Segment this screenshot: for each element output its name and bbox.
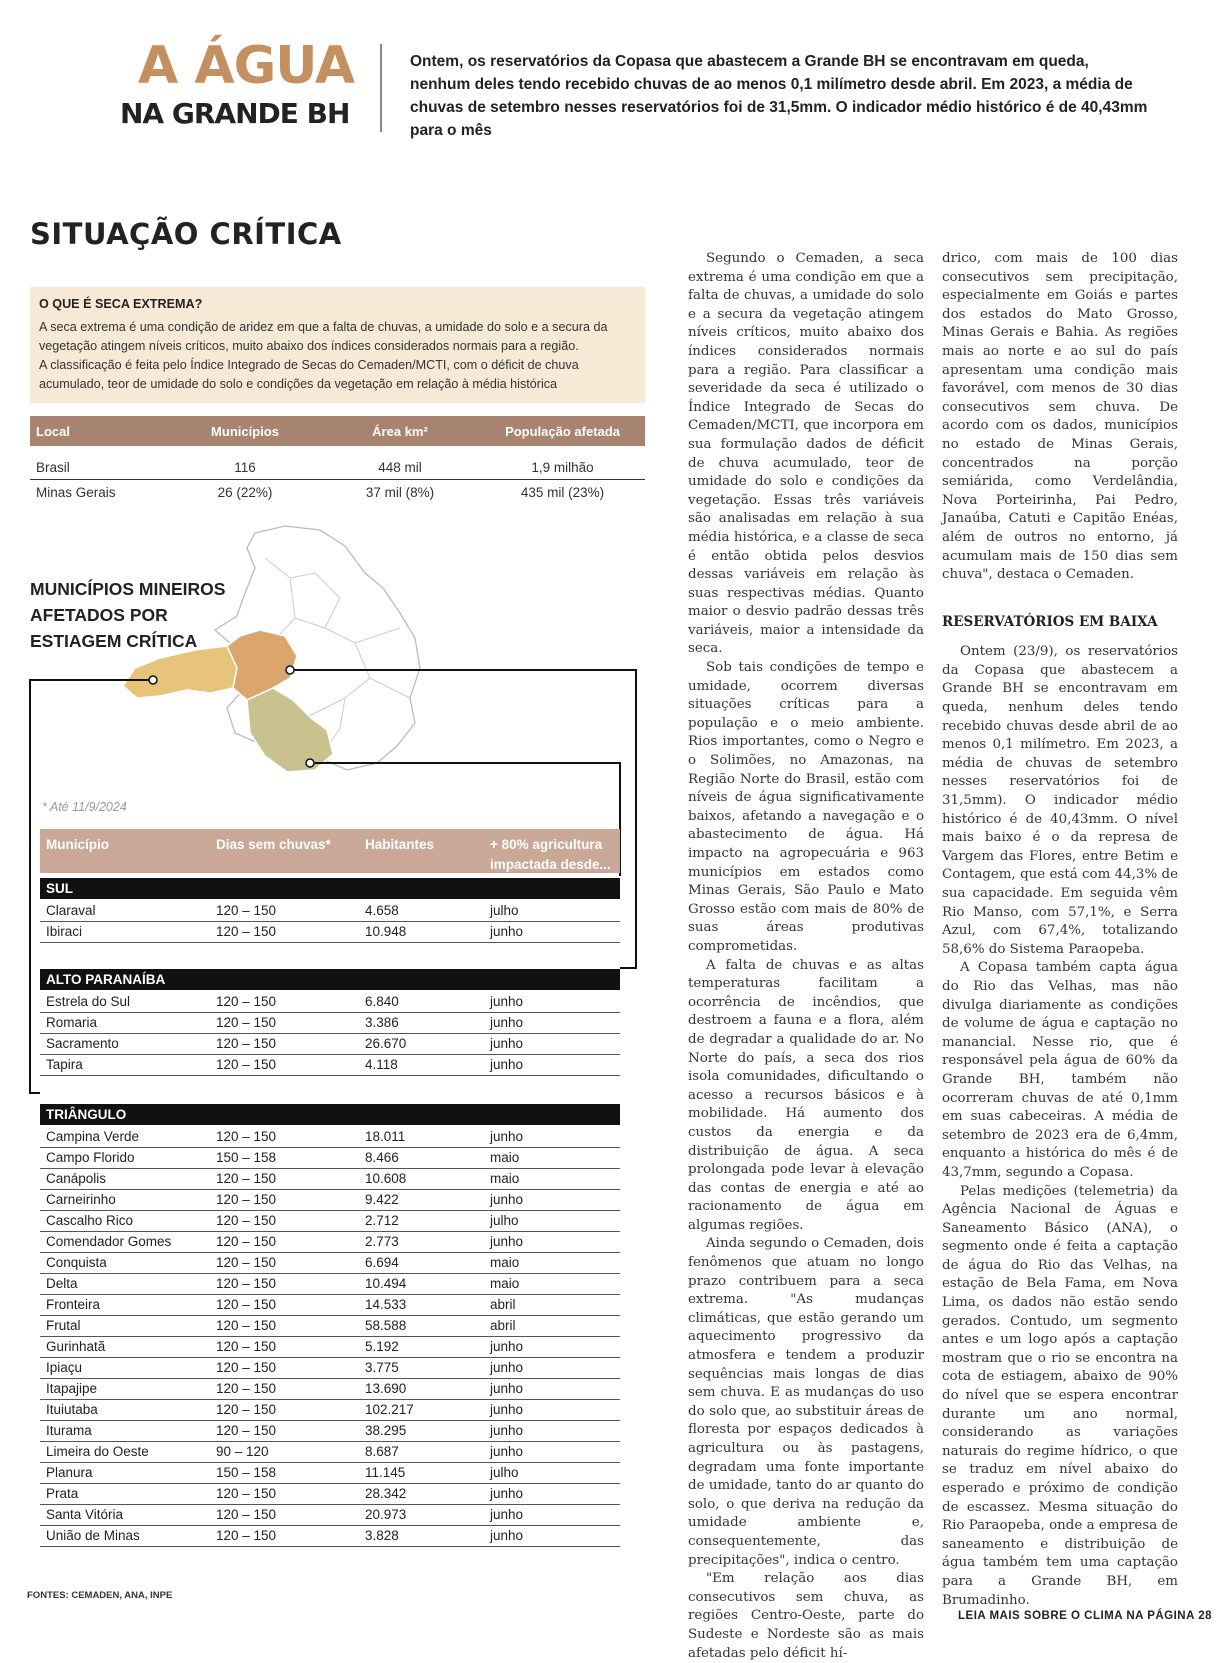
table-cell: abril: [490, 1297, 516, 1312]
region-header: ALTO PARANAÍBA: [40, 969, 620, 990]
table-cell: junho: [490, 1234, 524, 1249]
table-cell: 102.217: [365, 1402, 414, 1417]
table-cell: junho: [490, 1057, 524, 1072]
table-cell: 28.342: [365, 1486, 407, 1501]
table-row: [40, 901, 620, 922]
article-paragraph: Ontem (23/9), os reservatórios da Copasa que abastecem a Grande BH se encontravam em queda, nenhum deles tendo recebido chuvas desde abril de ao menos 0,1 milímetro. Em 2023, a média de chuvas de setembro nesses reservatórios foi de 31,5mm). O indicador médio histórico é de 40,43mm. O nível mais baixo é o da represa de Vargem das Flores, entre Betim e Contagem, que está com 44,3% de sua capacidade. Em seguida vêm Rio Manso, com 57,1%, e Serra Azul, com 67,4%, totalizando 58,6% do Sistema Paraopeba.: [942, 644, 1178, 957]
map-leader-lines: [0, 0, 660, 1130]
table-cell: junho: [490, 1528, 524, 1543]
table-row: [40, 1358, 620, 1379]
article-paragraph: drico, com mais de 100 dias consecutivos sem precipitação, especialmente em Goiás e partes dos estados do Mato Grosso, Minas Gerais e Bahia. As regiões mais ao norte e ao sul do país apresentam uma condição mais favorável, com menos de 30 dias consecutivos sem chuva. De acordo com os dados, municípios no estado de Minas Gerais, concentrados na porção semiárida, como Verdelândia, Nova Porteirinha, Pai Pedro, Janaúba, Catuti e Capitão Enéas, além de outros no entorno, já acumulam mais de 150 dias sem chuva", destaca o Cemaden.: [942, 251, 1178, 583]
article-paragraph: Segundo o Cemaden, a seca extrema é uma condição em que a falta de chuvas, a umidade do solo e a secura da vegetação atingem níveis críticos, muito abaixo dos índices considerados normais para a região. Para classificar a severidade da seca é utilizado o Índice Integrado de Secas do Cemaden/MCTI, que incorpora em sua formulação dados de déficit de chuva acumulado, teor de umidade do solo e condições da vegetação. Essas três variáveis são analisadas em relação à sua média histórica, e a classe de seca é então obtida pelos desvios dessas variáveis em relação às suas respectivas médias. Quanto maior o desvio padrão dessas três variáveis, maior a intensidade da seca.: [688, 251, 924, 657]
table-row: [40, 1190, 620, 1211]
section-title: SITUAÇÃO CRÍTICA: [30, 217, 342, 251]
table-cell: 18.011: [365, 1129, 406, 1144]
table-cell: junho: [490, 1360, 524, 1375]
table-cell: 3.775: [365, 1360, 399, 1375]
table-cell: 120 – 150: [216, 1381, 277, 1396]
article-paragraph: Pelas medições (telemetria) da Agência Nacional de Águas e Saneamento Básico (ANA), o segmento onde é feita a captação de água do Rio das Velhas, na estação de Bela Fama, em Nova Lima, os dados não estão sendo gerados. Contudo, um segmento antes e um logo após a captação mostram que o rio se encontra na cota de estiagem, abaixo de 90% do nível que se espera encontrar durante um ano normal, considerando as variações naturais do regime hídrico, o que se traduz em nível abaixo do esperado e próximo de condição de escassez. Mesma situação do Rio Paraopeba, onde a empresa de saneamento e distribuição de água também tem uma captação para a Grande BH, em Brumadinho.: [942, 1183, 1178, 1608]
table-cell: Santa Vitória: [46, 1507, 124, 1522]
table-row: [40, 1379, 620, 1400]
table-cell: Frutal: [46, 1318, 81, 1333]
table-cell: Prata: [46, 1486, 79, 1501]
table-cell: julho: [490, 903, 519, 918]
table-row: [40, 1337, 620, 1358]
table-cell: Ipiaçu: [46, 1360, 83, 1375]
table-cell: 3.386: [365, 1015, 399, 1030]
table-cell: Iturama: [46, 1423, 92, 1438]
table-cell: Ituiutaba: [46, 1402, 98, 1417]
table-cell: junho: [490, 1486, 524, 1501]
summary-cell: 37 mil (8%): [365, 485, 435, 500]
summary-header-municipios: Municípios: [211, 423, 279, 439]
summary-cell: Minas Gerais: [36, 485, 116, 500]
muni-header-dias: Dias sem chuvas*: [216, 837, 331, 852]
table-cell: junho: [490, 994, 524, 1009]
table-cell: Itapajipe: [46, 1381, 98, 1396]
table-cell: 6.694: [365, 1255, 399, 1270]
muni-header-habitantes: Habitantes: [365, 837, 435, 852]
table-cell: 11.145: [365, 1465, 406, 1480]
table-cell: abril: [490, 1318, 516, 1333]
table-cell: 120 – 150: [216, 1255, 277, 1270]
table-cell: 120 – 150: [216, 1129, 277, 1144]
summary-cell: 435 mil (23%): [520, 485, 605, 500]
table-cell: 10.494: [365, 1276, 407, 1291]
summary-header-local: Local: [36, 423, 70, 439]
table-cell: 120 – 150: [216, 994, 277, 1009]
table-cell: maio: [490, 1171, 520, 1186]
table-cell: 58.588: [365, 1318, 407, 1333]
table-row: [40, 1505, 620, 1526]
table-cell: 120 – 150: [216, 1276, 277, 1291]
article-column-2: [942, 250, 1178, 1610]
table-cell: Estrela do Sul: [46, 994, 131, 1009]
table-row: [40, 1316, 620, 1337]
table-row: [40, 1232, 620, 1253]
region-header: SUL: [40, 878, 620, 899]
table-cell: 150 – 158: [216, 1150, 277, 1165]
table-row: [40, 1055, 620, 1076]
map-title: MUNICÍPIOS MINEIROS AFETADOS POR ESTIAGEM CRÍTICA: [30, 579, 226, 651]
table-cell: Campo Florido: [46, 1150, 135, 1165]
table-cell: junho: [490, 1036, 524, 1051]
table-cell: junho: [490, 1129, 524, 1144]
table-row: [40, 1484, 620, 1505]
table-cell: Fronteira: [46, 1297, 101, 1312]
table-cell: 90 – 120: [216, 1444, 269, 1459]
table-cell: 10.948: [365, 924, 407, 939]
table-cell: Campina Verde: [46, 1129, 140, 1144]
table-cell: julho: [490, 1213, 519, 1228]
table-cell: junho: [490, 1192, 524, 1207]
table-row: [40, 992, 620, 1013]
table-cell: 2.712: [365, 1213, 399, 1228]
table-row: [40, 1013, 620, 1034]
table-row: [40, 1127, 620, 1148]
summary-header-populacao: População afetada: [505, 423, 620, 439]
table-cell: 14.533: [365, 1297, 407, 1312]
table-cell: 9.422: [365, 1192, 399, 1207]
table-cell: 120 – 150: [216, 1015, 277, 1030]
table-cell: 120 – 150: [216, 1234, 277, 1249]
table-cell: junho: [490, 1444, 524, 1459]
table-cell: julho: [490, 1465, 519, 1480]
table-cell: 3.828: [365, 1528, 399, 1543]
table-cell: União de Minas: [46, 1528, 140, 1543]
table-cell: Conquista: [46, 1255, 107, 1270]
table-cell: Limeira do Oeste: [46, 1444, 149, 1459]
table-cell: 20.973: [365, 1507, 407, 1522]
table-cell: Planura: [46, 1465, 93, 1480]
sources: FONTES: CEMADEN, ANA, INPE: [27, 1590, 173, 1601]
table-cell: junho: [490, 1015, 524, 1030]
table-cell: Claraval: [46, 903, 96, 918]
region-header: TRIÂNGULO: [40, 1104, 620, 1125]
read-more-footer: LEIA MAIS SOBRE O CLIMA NA PÁGINA 28: [958, 1610, 1212, 1622]
article-paragraph: Ainda segundo o Cemaden, dois fenômenos que atuam no longo prazo contribuem para a seca extrema. "As mudanças climáticas, que estão gerando um aquecimento progressivo da atmosfera e tendem a produzir sequências mais longas de dias sem chuva. E as mudanças do uso do solo que, ao substituir áreas de floresta por espaços dedicados à agricultura ou às pastagens, degradam uma fonte importante de umidade, tanto do ar quanto do solo, o que deriva na redução da umidade ambiente e, consequentemente, das precipitações", indica o centro.: [688, 1236, 924, 1568]
table-cell: 2.773: [365, 1234, 399, 1249]
table-cell: junho: [490, 1423, 524, 1438]
summary-cell: 1,9 milhão: [531, 459, 594, 475]
table-cell: 26.670: [365, 1036, 407, 1051]
table-cell: junho: [490, 1381, 524, 1396]
table-row: [40, 1274, 620, 1295]
table-row: [40, 1034, 620, 1055]
table-cell: 120 – 150: [216, 1402, 277, 1417]
article-paragraph: A falta de chuvas e as altas temperaturas facilitam a ocorrência de incêndios, que destroem a fauna e a flora, além de degradar a qualidade do ar. No Norte do país, a seca dos rios isola comunidades, dificultando o acesso a recursos básicos e à mobilidade. Há aumento dos custos da energia e da distribuição de água. A seca prolongada pode levar à elevação das contas de energia e até ao racionamento de água em algumas regiões.: [688, 957, 924, 1233]
table-cell: 4.118: [365, 1057, 398, 1072]
table-cell: 120 – 150: [216, 1318, 277, 1333]
article-paragraph: Sob tais condições de tempo e umidade, ocorrem diversas situações críticas para a população e o meio ambiente. Rios importantes, como o Negro e o Solimões, no Amazonas, na Região Norte do Brasil, estão com níveis de água significativamente baixos, afetando a navegação e o abastecimento de água. Há impacto na agropecuária e 963 municípios em estados como Minas Gerais, São Paulo e Mato Grosso estão com mais de 80% de suas áreas produtivas comprometidas.: [688, 660, 924, 954]
summary-header-area: Área km²: [372, 423, 428, 439]
table-row: [40, 1400, 620, 1421]
table-cell: 120 – 150: [216, 1057, 277, 1072]
table-row: [40, 1211, 620, 1232]
summary-cell: Brasil: [36, 459, 70, 475]
table-cell: 10.608: [365, 1171, 407, 1186]
table-cell: 13.690: [365, 1381, 407, 1396]
table-cell: 120 – 150: [216, 1297, 277, 1312]
table-cell: 120 – 150: [216, 903, 277, 918]
table-cell: 120 – 150: [216, 1171, 277, 1186]
table-cell: Romaria: [46, 1015, 98, 1030]
table-cell: Sacramento: [46, 1036, 119, 1051]
table-cell: Carneirinho: [46, 1192, 116, 1207]
table-cell: junho: [490, 1402, 524, 1417]
summary-cell: 448 mil: [378, 459, 422, 475]
article-column-1: [688, 250, 924, 1663]
table-cell: 120 – 150: [216, 1339, 277, 1354]
table-cell: Cascalho Rico: [46, 1213, 134, 1228]
table-cell: 120 – 150: [216, 1423, 277, 1438]
table-cell: Canápolis: [46, 1171, 107, 1186]
table-cell: 38.295: [365, 1423, 407, 1438]
table-cell: 120 – 150: [216, 1507, 277, 1522]
table-cell: Tapira: [46, 1057, 83, 1072]
table-cell: Comendador Gomes: [46, 1234, 172, 1249]
definition-paragraph-1: A seca extrema é uma condição de aridez em que a falta de chuvas, a umidade do solo e a secura da vegetação atingem níveis críticos, muito abaixo dos índices considerados normais para a região.: [39, 320, 608, 353]
municipality-table-header: [40, 829, 620, 873]
table-row: [40, 1253, 620, 1274]
table-row: [40, 1169, 620, 1190]
table-cell: Gurinhatã: [46, 1339, 106, 1354]
table-cell: maio: [490, 1150, 520, 1165]
table-cell: 120 – 150: [216, 1192, 277, 1207]
header-title-line1: A ÁGUA: [138, 36, 355, 96]
table-cell: maio: [490, 1276, 520, 1291]
summary-cell: 26 (22%): [217, 485, 273, 500]
table-row: [40, 1442, 620, 1463]
table-cell: 6.840: [365, 994, 399, 1009]
table-row: [40, 1148, 620, 1169]
header-title-line2: NA GRANDE BH: [120, 97, 350, 130]
table-cell: 120 – 150: [216, 1360, 277, 1375]
summary-cell: 116: [234, 459, 256, 475]
table-row: [40, 1526, 620, 1547]
table-cell: 8.687: [365, 1444, 399, 1459]
table-cell: 120 – 150: [216, 924, 277, 939]
table-cell: Ibiraci: [46, 924, 83, 939]
definition-paragraph-2: A classificação é feita pelo Índice Integrado de Secas do Cemaden/MCTI, com o déficit de chuva acumulado, teor de umidade do solo e condições da vegetação em relação à média histórica: [39, 358, 579, 391]
table-cell: 150 – 158: [216, 1465, 277, 1480]
table-cell: 120 – 150: [216, 1036, 277, 1051]
article-paragraph: A Copasa também capta água do Rio das Velhas, mas não divulga diariamente as condições de volume de água e captação no manancial. Nesse rio, que é responsável pela água de 60% da Grande BH, também não ocorreram chuvas de até 0,1mm em suas cabeceiras. A média de setembro de 2023 era de 6,4mm, enquanto a histórica do mês é de 43,7mm, segundo a Copasa.: [942, 960, 1178, 1180]
table-cell: 4.658: [365, 903, 399, 918]
table-cell: junho: [490, 924, 524, 939]
definition-question: O QUE É SECA EXTREMA?: [39, 297, 203, 311]
muni-header-agricultura: + 80% agricultura impactada desde...: [490, 837, 611, 872]
table-cell: Delta: [46, 1276, 78, 1291]
date-note: * Até 11/9/2024: [42, 800, 127, 814]
table-cell: maio: [490, 1255, 520, 1270]
table-row: [40, 1463, 620, 1484]
header-intro: Ontem, os reservatórios da Copasa que abastecem a Grande BH se encontravam em queda, nenhum deles tendo recebido chuvas de ao menos 0,1 milímetro desde abril. Em 2023, a média de chuvas de setembro nesses reservatórios foi de 31,5mm. O indicador médio histórico é de 40,43mm para o mês: [410, 53, 1148, 139]
table-cell: 5.192: [365, 1339, 399, 1354]
table-row: [40, 1295, 620, 1316]
article-paragraph: "Em relação aos dias consecutivos sem chuva, as regiões Centro-Oeste, parte do Sudeste e Nordeste são as mais afetadas pelo déficit hí-: [688, 1571, 924, 1661]
article-subhead: RESERVATÓRIOS EM BAIXA: [942, 613, 1158, 630]
table-row: [40, 1421, 620, 1442]
table-cell: junho: [490, 1507, 524, 1522]
table-cell: 8.466: [365, 1150, 399, 1165]
table-cell: 120 – 150: [216, 1486, 277, 1501]
muni-header-municipio: Município: [46, 837, 109, 852]
table-row: [40, 922, 620, 943]
table-cell: 120 – 150: [216, 1213, 277, 1228]
table-cell: 120 – 150: [216, 1528, 277, 1543]
table-cell: junho: [490, 1339, 524, 1354]
